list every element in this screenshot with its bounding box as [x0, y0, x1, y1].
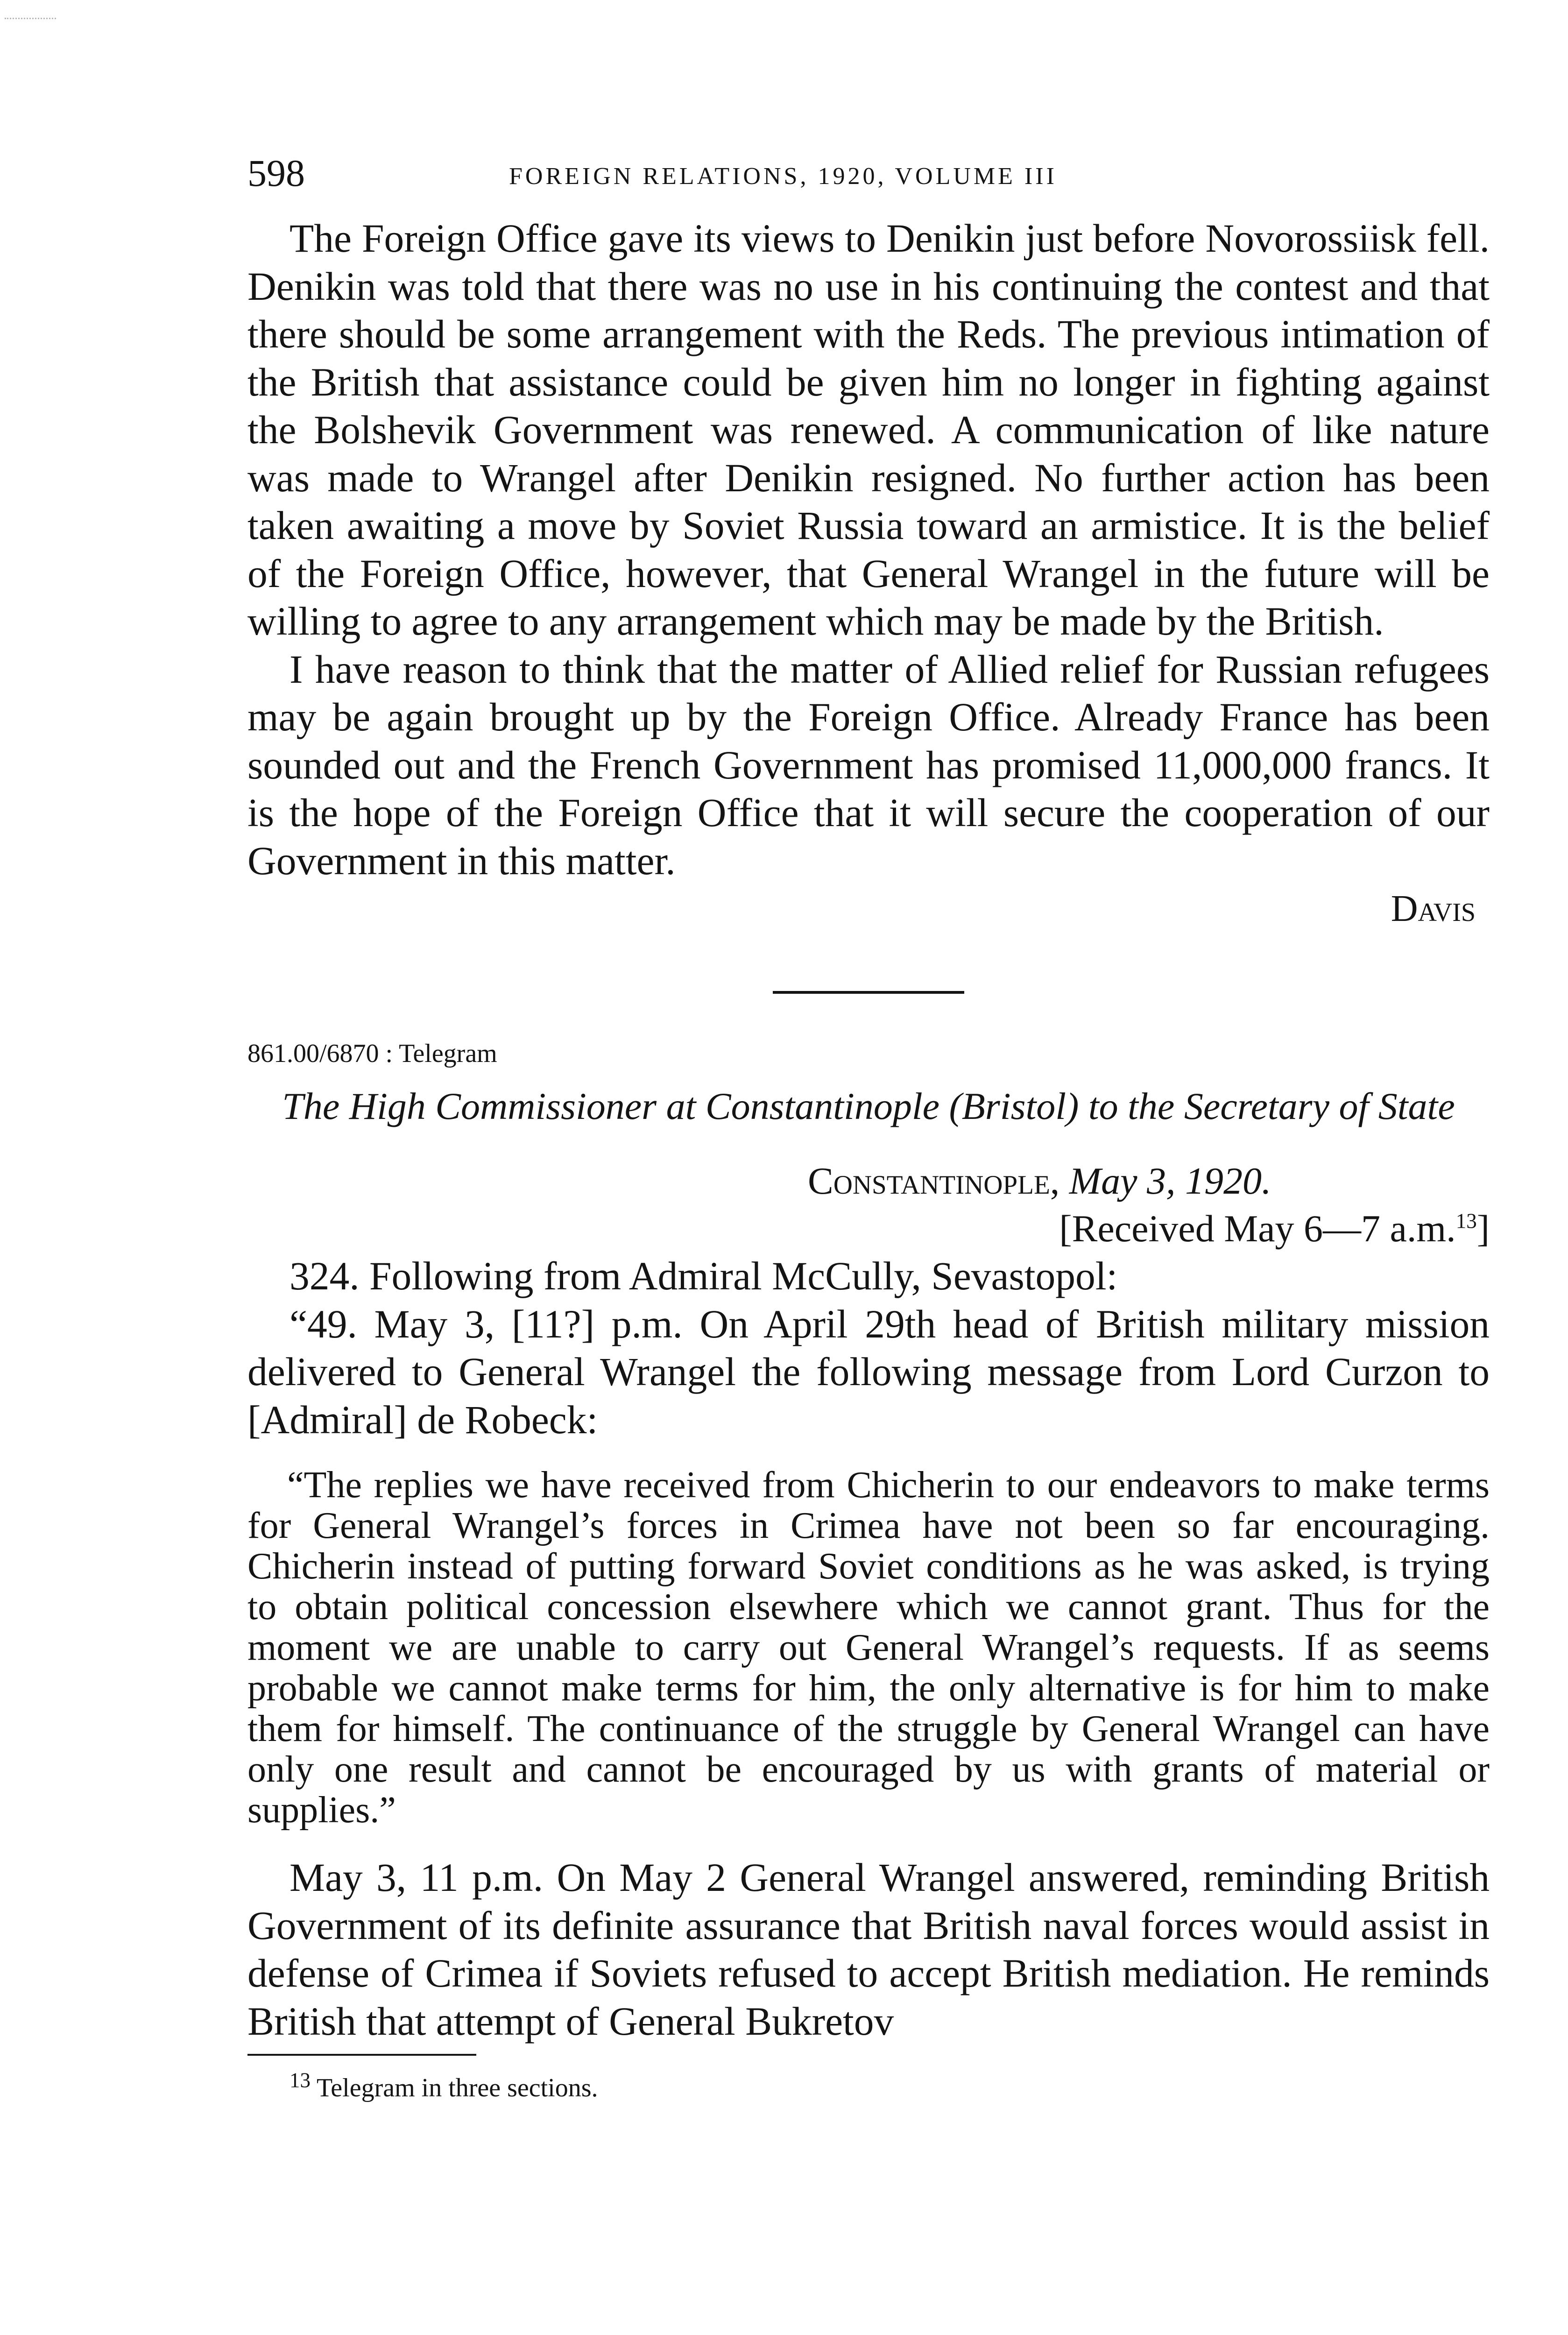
footnote-number: 13 [290, 2068, 311, 2092]
telegram-continuation [247, 1854, 1490, 2045]
dateline-place: Constantinople, [808, 1160, 1060, 1203]
block-quote [247, 1465, 1490, 1831]
paragraph: The Foreign Office gave its views to Denikin just before Novorossiisk fell. Denikin was told that there was no use in his continuing the contest and that there should be some arrangement with the Reds. The previous intimation of the British that assistance could be given him no longer in fighting against the Bolshevik Government was renewed. A communication of like nature was made to Wrangel after Denikin resigned. No further action has been taken awaiting a move by Soviet Russia toward an armistice. It is the belief of the Foreign Office, however, that General Wrangel in the future will be willing to agree to any arrangement which may be made by the British. [247, 217, 1490, 644]
paragraph: 324. Following from Admiral McCully, Sevastopol: [290, 1254, 1118, 1299]
footnote [247, 2068, 1490, 2104]
received-text: [Received May 6—7 a.m. [1059, 1207, 1456, 1250]
footnote-divider [247, 2054, 476, 2056]
received-close: ] [1476, 1207, 1490, 1250]
footnote-ref: 13 [1455, 1209, 1477, 1233]
file-number: 861.00/6870 : Telegram [247, 1039, 497, 1068]
paragraph: May 3, 11 p.m. On May 2 General Wrangel answered, reminding British Government of its definite assurance that British naval forces would assist in defense of Crimea if Soviets refused to accept British mediation. He reminds British that attempt of General Bukretov [247, 1856, 1490, 2044]
page [247, 154, 1490, 2104]
section-divider [773, 991, 964, 994]
telegram-body [247, 1252, 1490, 1444]
paragraph: I have reason to think that the matter of Allied relief for Russian refugees may be again brought up by the Foreign Office. Already France has been sounded out and the French Government has promised 11,000,000 francs. It is the hope of the Foreign Office that it will secure the cooperation of our Government in this matter. [247, 647, 1490, 883]
document-title: The High Commissioner at Constantinople (Bristol) to the Secretary of State [282, 1085, 1455, 1128]
page-number: 598 [247, 152, 305, 194]
quote-text: “The replies we have received from Chicherin to our endeavors to make terms for General Wrangel’s forces in Crimea have not been so far encouraging. Chicherin instead of putting forward Soviet conditions as he was asked, is trying to obtain political concession elsewhere which we cannot grant. Thus for the moment we are unable to carry out General Wrangel’s requests. If as seems probable we cannot make terms for him, the only alternative is for him to make them for himself. The continuance of the struggle by General Wrangel can have only one result and cannot be encouraged by us with grants of material or supplies.” [247, 1465, 1490, 1831]
dateline [247, 1157, 1490, 1205]
preceding-document [247, 215, 1490, 933]
signature: Davis [1391, 888, 1476, 929]
running-head: FOREIGN RELATIONS, 1920, VOLUME III [509, 163, 1057, 190]
received-line [247, 1205, 1490, 1252]
paragraph: “49. May 3, [11?] p.m. On April 29th head of British military mission delivered to General Wrangel the following message from Lord Curzon to [Admiral] de Robeck: [247, 1302, 1490, 1442]
scan-mark [5, 18, 56, 19]
dateline-date: May 3, 1920. [1069, 1160, 1271, 1203]
footnote-text: Telegram in three sections. [317, 2073, 598, 2103]
page-header [247, 154, 1490, 201]
